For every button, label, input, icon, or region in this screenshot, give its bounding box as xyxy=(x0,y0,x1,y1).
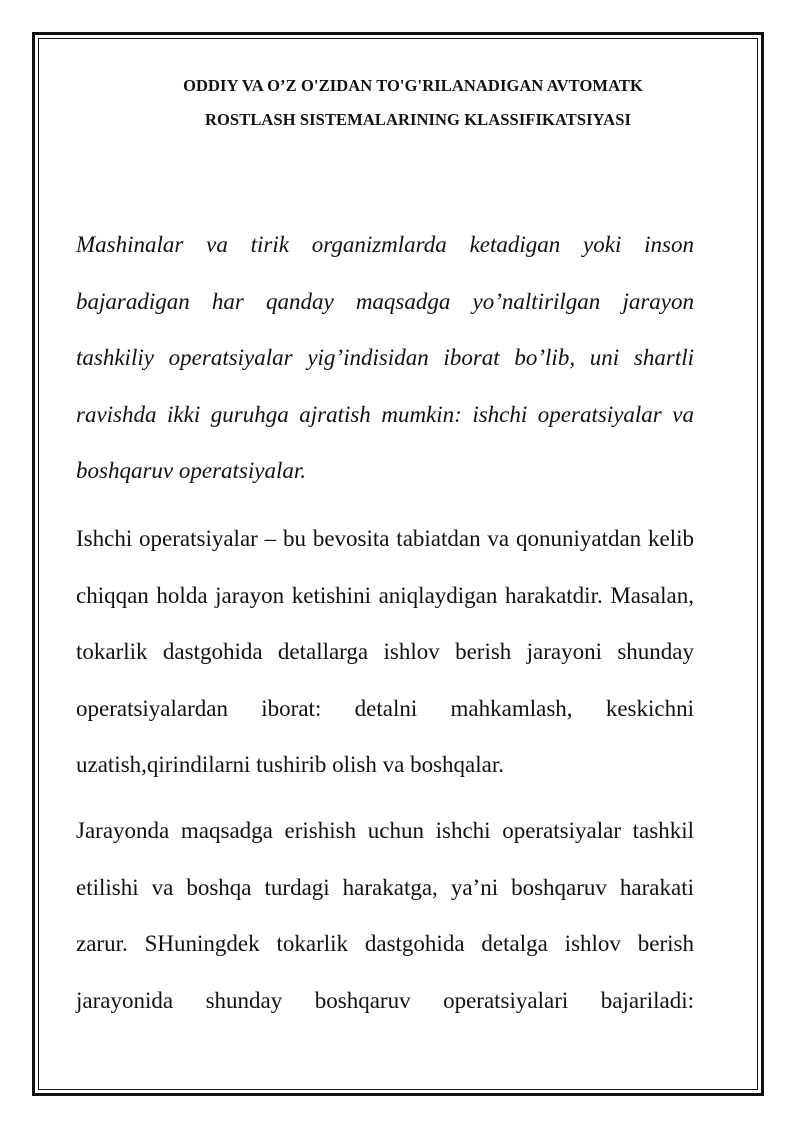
document-title-line-2: ROSTLASH SISTEMALARINING KLASSIFIKATSIYASI xyxy=(204,110,631,129)
paragraph-control-operations: Jarayonda maqsadga erishish uchun ishchi operatsiyalar tashkil etilishi va boshqa turdagi harakatga, ya’ni boshqaruv harakati zarur. SHuningdek tokarlik dastgohida detalga ishlov berish jarayonida shunday boshqaruv operatsiyalari bajariladi: xyxy=(76,818,694,1013)
document-title-line-1: ODDIY VA O’Z O'ZIDAN TO'G'RILANADIGAN AVTOMATK xyxy=(183,76,643,95)
paragraph-intro: Mashinalar va tirik organizmlarda ketadigan yoki inson bajaradigan har qanday maqsadga yo’naltirilgan jarayon tashkiliy operatsiyalar yig’indisidan iborat bo’lib, uni shartli ravishda ikki guruhga ajratish mumkin: ishchi operatsiyalar va boshqaruv operatsiyalar. xyxy=(76,232,694,483)
paragraph-working-operations: Ishchi operatsiyalar – bu bevosita tabiatdan va qonuniyatdan kelib chiqqan holda jarayon ketishini aniqlaydigan harakatdir. Masalan, tokarlik dastgohida detallarga ishlov berish jarayoni shunday operatsiyalardan iborat: detalni mahkamlash, keskichni uzatish,qirindilarni tushirib olish va boshqalar. xyxy=(76,526,694,777)
